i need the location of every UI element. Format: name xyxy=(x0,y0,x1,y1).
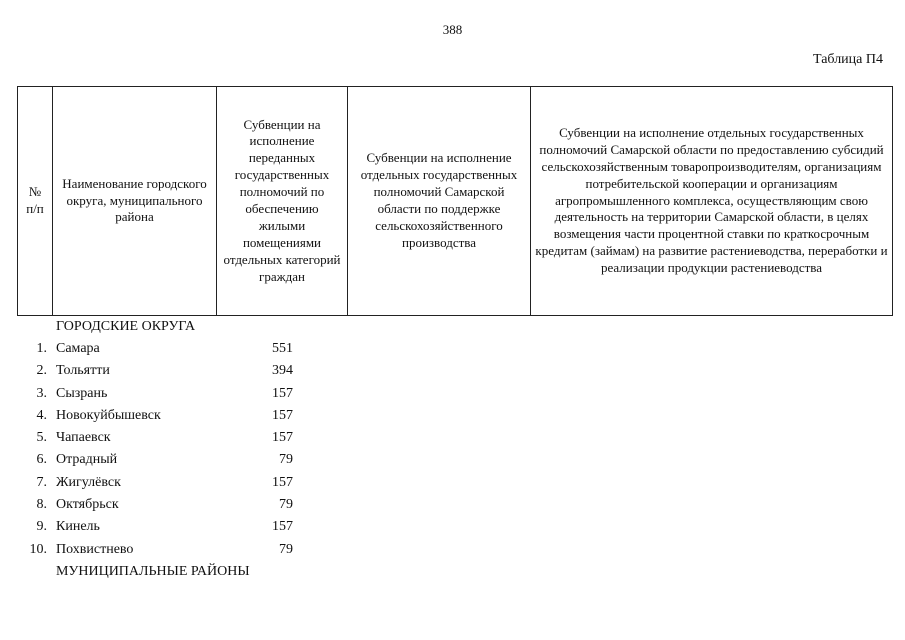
header-housing-subvention: Субвенции на исполнение переданных государственных полномочий по обеспечению жилыми помещениями отдельных категорий граждан xyxy=(217,87,348,316)
row-number: 3. xyxy=(36,385,47,401)
section-urban-districts: ГОРОДСКИЕ ОКРУГА xyxy=(56,319,196,334)
table-row xyxy=(17,383,417,405)
row-value: 79 xyxy=(279,541,293,557)
row-number: 2. xyxy=(36,363,47,379)
header-number: № п/п xyxy=(18,87,53,316)
row-name: Тольятти xyxy=(56,363,110,379)
row-number: 1. xyxy=(36,341,47,356)
table-row xyxy=(17,472,417,494)
table-row xyxy=(17,494,417,516)
table-header xyxy=(17,86,893,316)
table-row xyxy=(17,516,417,538)
row-name: Новокуйбышевск xyxy=(56,407,161,423)
page-number: 388 xyxy=(442,22,463,37)
row-name: Похвистнево xyxy=(56,541,134,557)
header-agriculture-subvention: Субвенции на исполнение отдельных государственных полномочий Самарской области по поддержке сельскохозяйственного производства xyxy=(348,87,531,316)
row-value: 79 xyxy=(279,497,293,513)
table-label: Таблица П4 xyxy=(813,52,883,67)
row-number: 4. xyxy=(36,407,47,423)
table-row xyxy=(17,360,417,382)
table-row xyxy=(17,449,417,471)
row-value: 394 xyxy=(272,363,293,379)
row-value: 157 xyxy=(272,474,293,490)
row-value: 157 xyxy=(272,407,293,423)
row-name: Октябрьск xyxy=(56,497,119,513)
row-name: Чапаевск xyxy=(56,430,111,446)
row-number: 5. xyxy=(36,430,47,446)
table-row xyxy=(17,405,417,427)
row-name: Жигулёвск xyxy=(56,474,121,490)
table-row xyxy=(17,539,417,561)
row-name: Сызрань xyxy=(56,385,108,401)
header-name: Наименование городского округа, муниципального района xyxy=(53,87,217,316)
row-value: 551 xyxy=(272,341,293,356)
row-number: 9. xyxy=(36,519,47,535)
section-municipal-districts: МУНИЦИПАЛЬНЫЕ РАЙОНЫ xyxy=(56,563,250,579)
row-value: 157 xyxy=(272,519,293,535)
table-row xyxy=(17,427,417,449)
header-interest-subvention: Субвенции на исполнение отдельных государственных полномочий Самарской области по предоставлению субсидий сельскохозяйственным товаропроизводителям, организациям потребительской кооперации и организациям агропромышленного комплекса, осуществляющим свою деятельность на территории Самарской области, в целях возмещения части процентной ставки по краткосрочным кредитам (займам) на развитие растениеводства, переработки и реализации продукции растениеводства xyxy=(531,87,893,316)
row-value: 157 xyxy=(272,385,293,401)
table-row xyxy=(17,338,417,360)
row-value: 79 xyxy=(279,452,293,468)
row-value: 157 xyxy=(272,430,293,446)
row-name: Кинель xyxy=(56,519,100,535)
row-number: 8. xyxy=(36,497,47,513)
row-number: 7. xyxy=(36,474,47,490)
row-name: Отрадный xyxy=(56,452,118,468)
row-name: Самара xyxy=(56,341,100,356)
row-number: 6. xyxy=(36,452,47,468)
row-number: 10. xyxy=(29,541,47,557)
table-body xyxy=(17,316,417,583)
